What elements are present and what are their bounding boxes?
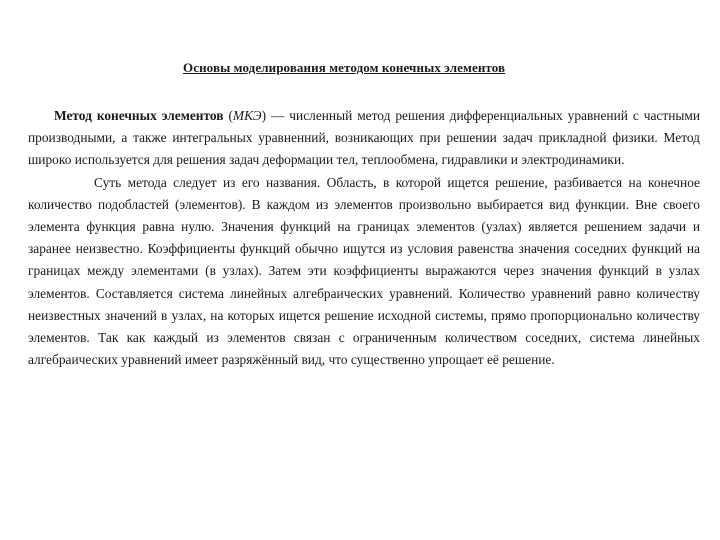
document-body [28,105,700,371]
abbreviation-mke: МКЭ [232,108,262,123]
term-fem: Метод конечных элементов [54,108,224,123]
document-heading: Основы моделирования методом конечных элементов [183,60,506,75]
paragraph-essence: Суть метода следует из его названия. Область, в которой ищется решение, разбивается на конечное количество подобластей (элементов). В каждом из элементов произвольно выбирается вид функции. Вне своего элемента функция равна нулю. Значения функций на границах элементов (узлах) является решением задачи и заранее неизвестно. Коэффициенты функций обычно ищутся из условия равенства значения соседних функций на границах между элементами (в узлах). Затем эти коэффициенты выражаются через значения функций в узлах элементов. Составляется система линейных алгебраических уравнений. Количество уравнений равно количеству неизвестных значений в узлах, на которых ищется решение исходной системы, прямо пропорционально количеству элементов. Так как каждый из элементов связан с ограниченным количеством соседних, система линейных алгебраических уравнений имеет разряжённый вид, что существенно упрощает её решение. [28,174,700,368]
open-paren: ( [223,108,233,123]
paragraph-definition [28,105,700,172]
definition-text: — численный метод решения дифференциальных уравнений с частными производными, а также интегральных уравненний, возникающих при решении задач прикладной физики. Метод широко используется для решения задач деформации тел, теплообмена, гидравлики и электродинамики. [28,108,700,168]
close-paren: ) [261,108,267,123]
